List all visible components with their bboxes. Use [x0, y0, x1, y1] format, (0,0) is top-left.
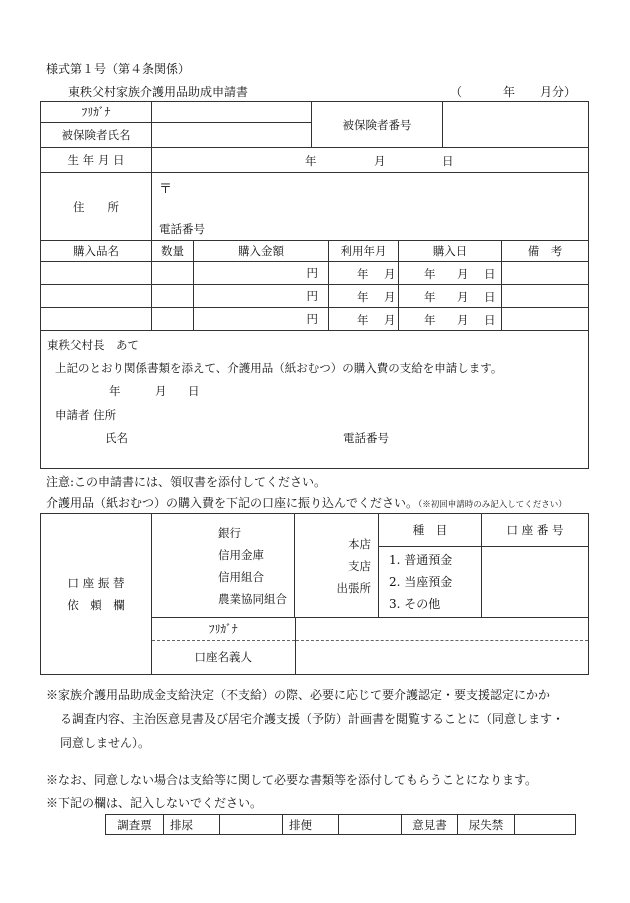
- office-opinion-label: 意見書: [402, 815, 458, 835]
- application-year: 年: [109, 384, 121, 398]
- year-label: 年: [424, 267, 436, 281]
- consent-line-2: る調査内容、主治医意見書及び居宅介護支援（予防）計画書を閲覧することに（同意します・: [60, 712, 565, 726]
- transfer-note-small: （※初回申請時のみ記入してください）: [418, 500, 567, 510]
- applicant-address-label: 申請者 住所: [55, 408, 117, 422]
- birth-date-label: 生 年 月 日: [41, 148, 152, 173]
- purchase-date-input[interactable]: [399, 308, 502, 331]
- bank-section-label: [41, 514, 152, 675]
- address-label: 住 所: [41, 173, 152, 241]
- address-input[interactable]: [152, 173, 589, 241]
- account-number-input[interactable]: [482, 547, 589, 618]
- day-label: 日: [484, 313, 496, 327]
- office-defecation-label: 排便: [283, 815, 339, 835]
- office-urination-input: [220, 815, 283, 835]
- yen-label: 円: [306, 312, 318, 326]
- day-label: 日: [484, 290, 496, 304]
- institution-bank: 銀行: [218, 525, 241, 540]
- col-purchase-date: 購入日: [399, 241, 502, 262]
- quantity-input[interactable]: [152, 308, 194, 331]
- branch-sub: 支店: [348, 558, 371, 573]
- consent-line-3: 同意しません）。: [60, 736, 151, 750]
- year-label: 年: [357, 290, 369, 304]
- purchase-row: [41, 285, 589, 308]
- col-usage-month: 利用年月: [329, 241, 399, 262]
- month-label: 月: [457, 267, 469, 281]
- remarks-input[interactable]: [502, 308, 589, 331]
- month-label: 月: [384, 290, 396, 304]
- branch-main: 本店: [348, 536, 371, 551]
- quantity-input[interactable]: [152, 262, 194, 285]
- application-month: 月: [155, 384, 167, 398]
- insured-info-table: [40, 101, 589, 241]
- receipt-note: 注意:この申請書には、領収書を添付してください。: [46, 475, 327, 489]
- office-use-note: ※下記の欄は、記入しないでください。: [46, 796, 263, 810]
- office-use-table: [105, 814, 576, 835]
- branch-office: 出張所: [336, 580, 371, 595]
- branch-input[interactable]: [295, 514, 379, 618]
- purchase-row: [41, 262, 589, 285]
- office-urination-label: 排尿: [164, 815, 220, 835]
- form-number: 様式第１号（第４条関係）: [46, 62, 191, 76]
- furigana-label: ﾌﾘｶﾞﾅ: [41, 102, 152, 123]
- office-incontinence-input: [515, 815, 576, 835]
- amount-input[interactable]: [194, 308, 329, 331]
- account-type-header: 種 目: [379, 514, 482, 547]
- account-type-other[interactable]: 3. その他: [389, 597, 441, 611]
- consent-line-1: ※家族介護用品助成金支給決定（不支給）の際、必要に応じて要介護認定・要支援認定にかか: [46, 688, 551, 702]
- remarks-input[interactable]: [502, 285, 589, 308]
- application-statement: 上記のとおり関係書類を添えて、介護用品（紙おむつ）の購入費の支給を申請します。: [55, 361, 503, 375]
- item-name-input[interactable]: [41, 285, 152, 308]
- holder-furigana-label: ﾌﾘｶﾞﾅ: [152, 618, 295, 640]
- application-box: [40, 330, 589, 469]
- furigana-input[interactable]: [152, 102, 312, 123]
- usage-month-input[interactable]: [329, 262, 399, 285]
- form-title: 東秩父村家族介護用品助成申請書: [68, 85, 249, 99]
- institution-shinkin: 信用金庫: [218, 547, 264, 562]
- transfer-note: [46, 494, 567, 511]
- account-type-savings[interactable]: 1. 普通預金: [389, 553, 453, 567]
- period-year: 年: [503, 85, 516, 99]
- year-label: 年: [424, 290, 436, 304]
- year-label: 年: [357, 267, 369, 281]
- month-label: 月: [457, 290, 469, 304]
- bank-section-label-2: 依 頼 欄: [67, 598, 125, 612]
- insured-name-input[interactable]: [152, 123, 312, 148]
- yen-label: 円: [306, 289, 318, 303]
- amount-input[interactable]: [194, 285, 329, 308]
- period-month: 月分）: [540, 85, 577, 99]
- col-quantity: 数量: [152, 241, 194, 262]
- col-remarks: 備 考: [502, 241, 589, 262]
- institution-input[interactable]: [152, 514, 295, 618]
- addressee: 東秩父村長 あて: [47, 338, 139, 352]
- consent-text: [46, 683, 564, 755]
- office-defecation-input: [339, 815, 402, 835]
- amount-input[interactable]: [194, 262, 329, 285]
- postal-mark: 〒: [159, 182, 173, 197]
- usage-month-input[interactable]: [329, 285, 399, 308]
- applicant-name-label: 氏名: [105, 431, 128, 445]
- item-name-input[interactable]: [41, 308, 152, 331]
- purchase-row: [41, 308, 589, 331]
- month-label: 月: [457, 313, 469, 327]
- institution-shinkumi: 信用組合: [218, 569, 264, 584]
- birth-day-label: 日: [442, 154, 454, 168]
- col-item-name: 購入品名: [41, 241, 152, 262]
- yen-label: 円: [306, 266, 318, 280]
- purchase-table: [40, 240, 589, 331]
- holder-name-label: 口座名義人: [152, 640, 295, 674]
- remarks-input[interactable]: [502, 262, 589, 285]
- month-label: 月: [384, 267, 396, 281]
- insured-number-label: 被保険者番号: [312, 102, 443, 148]
- consent-note: ※なお、同意しない場合は支給等に関して必要な書類等を添付してもらうことになります。: [46, 773, 538, 787]
- birth-date-input[interactable]: [152, 148, 589, 173]
- account-type-options: [379, 547, 482, 618]
- period-open: （: [450, 85, 463, 99]
- account-holder-cell: [152, 618, 589, 675]
- account-holder-table: [152, 618, 588, 674]
- phone-label: 電話番号: [159, 222, 205, 236]
- applicant-phone-label: 電話番号: [343, 431, 389, 445]
- birth-year-label: 年: [305, 154, 317, 168]
- insured-number-input[interactable]: [443, 102, 589, 148]
- account-type-checking[interactable]: 2. 当座預金: [389, 575, 453, 589]
- institution-ja: 農業協同組合: [218, 591, 287, 606]
- purchase-date-input[interactable]: [399, 285, 502, 308]
- year-label: 年: [424, 313, 436, 327]
- usage-month-input[interactable]: [329, 308, 399, 331]
- transfer-note-main: 介護用品（紙おむつ）の購入費を下記の口座に振り込んでください。: [46, 496, 419, 510]
- insured-name-label: 被保険者氏名: [41, 123, 152, 148]
- application-day: 日: [188, 384, 200, 398]
- year-label: 年: [357, 313, 369, 327]
- birth-month-label: 月: [374, 154, 386, 168]
- office-incontinence-label: 尿失禁: [458, 815, 515, 835]
- purchase-date-input[interactable]: [399, 262, 502, 285]
- account-number-header: 口 座 番 号: [482, 514, 589, 547]
- bank-transfer-table: [40, 513, 589, 675]
- item-name-input[interactable]: [41, 262, 152, 285]
- day-label: 日: [484, 267, 496, 281]
- quantity-input[interactable]: [152, 285, 194, 308]
- bank-section-label-1: 口 座 振 替: [67, 576, 125, 590]
- holder-furigana-input[interactable]: [295, 618, 588, 640]
- holder-name-input[interactable]: [295, 640, 588, 674]
- month-label: 月: [384, 313, 396, 327]
- col-amount: 購入金額: [194, 241, 329, 262]
- office-survey-label: 調査票: [106, 815, 164, 835]
